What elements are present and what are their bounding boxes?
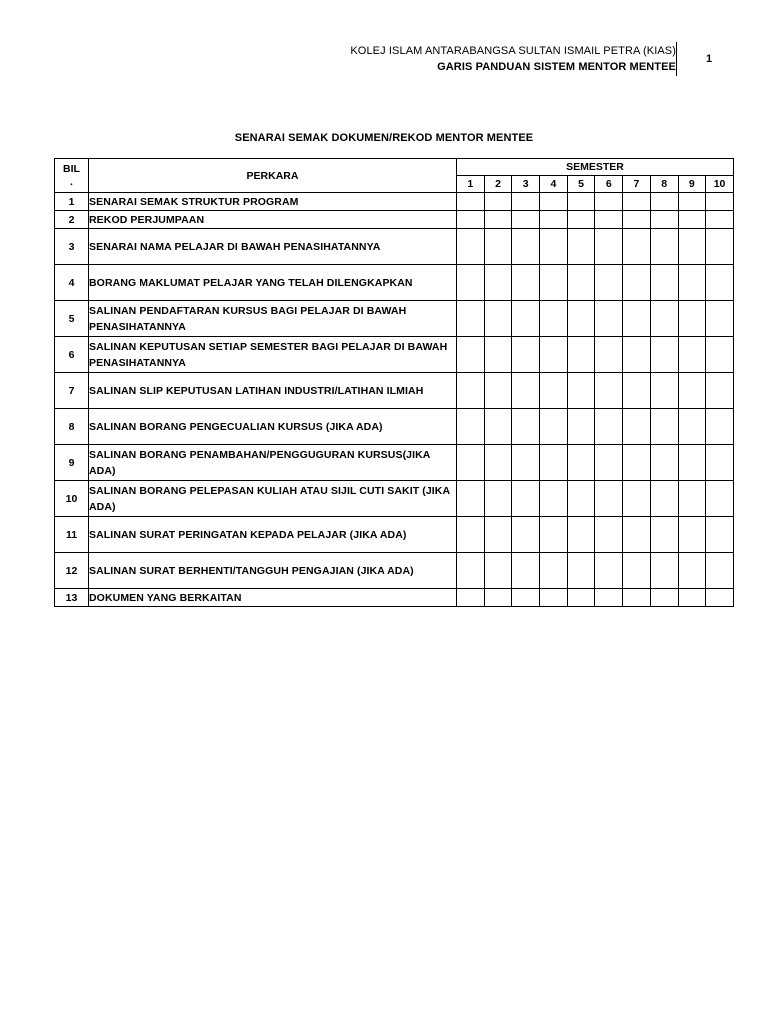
row-item: BORANG MAKLUMAT PELAJAR YANG TELAH DILENGKAPKAN (89, 265, 457, 301)
semester-check-cell-8[interactable] (650, 265, 678, 301)
semester-check-cell-1[interactable] (457, 301, 485, 337)
row-number: 10 (55, 481, 89, 517)
semester-check-cell-1[interactable] (457, 517, 485, 553)
bil-dot: . (70, 175, 73, 188)
semester-check-cell-10[interactable] (706, 301, 734, 337)
semester-check-cell-8[interactable] (650, 373, 678, 409)
table-row (55, 373, 734, 409)
semester-check-cell-9[interactable] (678, 337, 706, 373)
page-header (350, 43, 676, 75)
checklist-body (55, 193, 734, 607)
semester-check-cell-9[interactable] (678, 301, 706, 337)
semester-check-cell-5[interactable] (567, 373, 595, 409)
semester-check-cell-5[interactable] (567, 481, 595, 517)
row-number: 6 (55, 337, 89, 373)
semester-check-cell-2[interactable] (484, 265, 512, 301)
table-row (55, 211, 734, 229)
semester-check-cell-10[interactable] (706, 409, 734, 445)
semester-check-cell-3[interactable] (512, 517, 540, 553)
semester-check-cell-5[interactable] (567, 265, 595, 301)
table-row (55, 445, 734, 481)
semester-check-cell-8[interactable] (650, 337, 678, 373)
semester-check-cell-2[interactable] (484, 517, 512, 553)
institution-name: KOLEJ ISLAM ANTARABANGSA SULTAN ISMAIL PETRA (KIAS) (350, 45, 676, 57)
semester-check-cell-5[interactable] (567, 211, 595, 229)
semester-check-cell-4[interactable] (540, 517, 568, 553)
semester-check-cell-6[interactable] (595, 445, 623, 481)
semester-check-cell-10[interactable] (706, 337, 734, 373)
semester-check-cell-6[interactable] (595, 337, 623, 373)
bil-column-header (55, 159, 89, 193)
semester-check-cell-10[interactable] (706, 445, 734, 481)
semester-check-cell-8[interactable] (650, 301, 678, 337)
row-number: 12 (55, 553, 89, 589)
semester-check-cell-3[interactable] (512, 229, 540, 265)
semester-check-cell-9[interactable] (678, 553, 706, 589)
semester-check-cell-6[interactable] (595, 265, 623, 301)
semester-check-cell-5[interactable] (567, 589, 595, 607)
semester-check-cell-3[interactable] (512, 337, 540, 373)
semester-check-cell-7[interactable] (623, 553, 651, 589)
row-item: SALINAN BORANG PENAMBAHAN/PENGGUGURAN KURSUS(JIKA ADA) (89, 445, 457, 481)
semester-check-cell-4[interactable] (540, 229, 568, 265)
semester-check-cell-10[interactable] (706, 481, 734, 517)
semester-check-cell-7[interactable] (623, 517, 651, 553)
row-number: 1 (55, 193, 89, 211)
semester-check-cell-1[interactable] (457, 265, 485, 301)
semester-check-cell-9[interactable] (678, 229, 706, 265)
semester-check-cell-2[interactable] (484, 589, 512, 607)
checklist-table (54, 158, 734, 607)
guide-title: GARIS PANDUAN SISTEM MENTOR MENTEE (437, 61, 676, 73)
semester-check-cell-5[interactable] (567, 193, 595, 211)
page-number: 1 (706, 53, 713, 65)
semester-check-cell-4[interactable] (540, 589, 568, 607)
semester-check-cell-9[interactable] (678, 481, 706, 517)
semester-check-cell-3[interactable] (512, 373, 540, 409)
table-row (55, 553, 734, 589)
semester-check-cell-5[interactable] (567, 337, 595, 373)
semester-check-cell-2[interactable] (484, 337, 512, 373)
semester-check-cell-8[interactable] (650, 553, 678, 589)
semester-check-cell-7[interactable] (623, 337, 651, 373)
semester-check-cell-9[interactable] (678, 517, 706, 553)
semester-check-cell-9[interactable] (678, 445, 706, 481)
semester-check-cell-8[interactable] (650, 193, 678, 211)
semester-check-cell-5[interactable] (567, 445, 595, 481)
semester-check-cell-6[interactable] (595, 373, 623, 409)
semester-check-cell-1[interactable] (457, 373, 485, 409)
semester-check-cell-8[interactable] (650, 481, 678, 517)
semester-check-cell-1[interactable] (457, 553, 485, 589)
semester-number-3: 3 (512, 176, 540, 193)
semester-check-cell-5[interactable] (567, 409, 595, 445)
semester-check-cell-5[interactable] (567, 553, 595, 589)
semester-check-cell-6[interactable] (595, 193, 623, 211)
semester-number-9: 9 (678, 176, 706, 193)
semester-check-cell-8[interactable] (650, 229, 678, 265)
semester-check-cell-4[interactable] (540, 553, 568, 589)
semester-check-cell-3[interactable] (512, 193, 540, 211)
row-number: 3 (55, 229, 89, 265)
row-item: REKOD PERJUMPAAN (89, 211, 457, 229)
semester-check-cell-2[interactable] (484, 481, 512, 517)
row-item: SALINAN SLIP KEPUTUSAN LATIHAN INDUSTRI/LATIHAN ILMIAH (89, 373, 457, 409)
semester-check-cell-3[interactable] (512, 553, 540, 589)
semester-check-cell-10[interactable] (706, 517, 734, 553)
semester-check-cell-9[interactable] (678, 211, 706, 229)
semester-check-cell-7[interactable] (623, 301, 651, 337)
semester-check-cell-10[interactable] (706, 373, 734, 409)
table-row (55, 193, 734, 211)
semester-check-cell-4[interactable] (540, 373, 568, 409)
semester-check-cell-2[interactable] (484, 445, 512, 481)
semester-check-cell-7[interactable] (623, 229, 651, 265)
table-row (55, 589, 734, 607)
table-row (55, 409, 734, 445)
semester-check-cell-7[interactable] (623, 589, 651, 607)
semester-check-cell-6[interactable] (595, 301, 623, 337)
row-item: SALINAN BORANG PENGECUALIAN KURSUS (JIKA ADA) (89, 409, 457, 445)
semester-check-cell-3[interactable] (512, 589, 540, 607)
semester-check-cell-4[interactable] (540, 481, 568, 517)
semester-check-cell-1[interactable] (457, 409, 485, 445)
perkara-column-header: PERKARA (89, 159, 457, 193)
semester-check-cell-9[interactable] (678, 589, 706, 607)
semester-check-cell-3[interactable] (512, 301, 540, 337)
semester-check-cell-4[interactable] (540, 445, 568, 481)
semester-check-cell-6[interactable] (595, 589, 623, 607)
semester-check-cell-7[interactable] (623, 193, 651, 211)
row-item: SENARAI NAMA PELAJAR DI BAWAH PENASIHATANNYA (89, 229, 457, 265)
semester-check-cell-7[interactable] (623, 481, 651, 517)
semester-number-7: 7 (623, 176, 651, 193)
semester-check-cell-7[interactable] (623, 445, 651, 481)
table-row (55, 337, 734, 373)
header-divider (676, 42, 677, 76)
semester-column-header: SEMESTER (457, 159, 734, 176)
semester-check-cell-6[interactable] (595, 481, 623, 517)
row-item: SALINAN PENDAFTARAN KURSUS BAGI PELAJAR DI BAWAH PENASIHATANNYA (89, 301, 457, 337)
semester-check-cell-1[interactable] (457, 337, 485, 373)
row-number: 11 (55, 517, 89, 553)
semester-check-cell-8[interactable] (650, 445, 678, 481)
semester-check-cell-4[interactable] (540, 265, 568, 301)
semester-check-cell-10[interactable] (706, 211, 734, 229)
semester-check-cell-7[interactable] (623, 211, 651, 229)
semester-check-cell-3[interactable] (512, 409, 540, 445)
table-row (55, 265, 734, 301)
semester-check-cell-10[interactable] (706, 589, 734, 607)
semester-check-cell-6[interactable] (595, 409, 623, 445)
semester-check-cell-8[interactable] (650, 409, 678, 445)
semester-check-cell-9[interactable] (678, 265, 706, 301)
semester-check-cell-2[interactable] (484, 409, 512, 445)
row-item: SENARAI SEMAK STRUKTUR PROGRAM (89, 193, 457, 211)
row-number: 5 (55, 301, 89, 337)
semester-check-cell-1[interactable] (457, 211, 485, 229)
semester-check-cell-5[interactable] (567, 301, 595, 337)
semester-check-cell-2[interactable] (484, 301, 512, 337)
semester-check-cell-1[interactable] (457, 193, 485, 211)
semester-check-cell-6[interactable] (595, 517, 623, 553)
semester-check-cell-9[interactable] (678, 373, 706, 409)
semester-check-cell-2[interactable] (484, 211, 512, 229)
semester-check-cell-8[interactable] (650, 517, 678, 553)
semester-check-cell-6[interactable] (595, 211, 623, 229)
semester-check-cell-3[interactable] (512, 265, 540, 301)
semester-check-cell-3[interactable] (512, 481, 540, 517)
semester-check-cell-7[interactable] (623, 409, 651, 445)
semester-check-cell-1[interactable] (457, 229, 485, 265)
row-item: SALINAN BORANG PELEPASAN KULIAH ATAU SIJIL CUTI SAKIT (JIKA ADA) (89, 481, 457, 517)
semester-check-cell-6[interactable] (595, 553, 623, 589)
row-item: SALINAN KEPUTUSAN SETIAP SEMESTER BAGI PELAJAR DI BAWAH PENASIHATANNYA (89, 337, 457, 373)
semester-check-cell-4[interactable] (540, 301, 568, 337)
semester-check-cell-1[interactable] (457, 481, 485, 517)
semester-number-1: 1 (457, 176, 485, 193)
semester-check-cell-9[interactable] (678, 409, 706, 445)
semester-check-cell-4[interactable] (540, 211, 568, 229)
semester-number-8: 8 (650, 176, 678, 193)
semester-check-cell-10[interactable] (706, 229, 734, 265)
row-item: SALINAN SURAT PERINGATAN KEPADA PELAJAR (JIKA ADA) (89, 517, 457, 553)
row-number: 9 (55, 445, 89, 481)
document-title: SENARAI SEMAK DOKUMEN/REKOD MENTOR MENTEE (234, 132, 534, 144)
semester-check-cell-2[interactable] (484, 229, 512, 265)
semester-check-cell-4[interactable] (540, 409, 568, 445)
semester-check-cell-10[interactable] (706, 265, 734, 301)
semester-check-cell-7[interactable] (623, 373, 651, 409)
row-item: DOKUMEN YANG BERKAITAN (89, 589, 457, 607)
row-number: 2 (55, 211, 89, 229)
table-row (55, 517, 734, 553)
row-number: 7 (55, 373, 89, 409)
semester-check-cell-2[interactable] (484, 553, 512, 589)
semester-check-cell-4[interactable] (540, 193, 568, 211)
semester-check-cell-5[interactable] (567, 517, 595, 553)
semester-check-cell-6[interactable] (595, 229, 623, 265)
table-row (55, 229, 734, 265)
row-number: 8 (55, 409, 89, 445)
semester-check-cell-2[interactable] (484, 373, 512, 409)
semester-check-cell-8[interactable] (650, 211, 678, 229)
semester-check-cell-1[interactable] (457, 445, 485, 481)
semester-number-4: 4 (540, 176, 568, 193)
semester-check-cell-3[interactable] (512, 445, 540, 481)
semester-number-2: 2 (484, 176, 512, 193)
semester-check-cell-9[interactable] (678, 193, 706, 211)
table-row (55, 301, 734, 337)
semester-number-10: 10 (706, 176, 734, 193)
semester-check-cell-8[interactable] (650, 589, 678, 607)
semester-check-cell-3[interactable] (512, 211, 540, 229)
row-number: 13 (55, 589, 89, 607)
row-number: 4 (55, 265, 89, 301)
bil-label: BIL (63, 162, 80, 175)
semester-check-cell-2[interactable] (484, 193, 512, 211)
semester-check-cell-7[interactable] (623, 265, 651, 301)
semester-check-cell-4[interactable] (540, 337, 568, 373)
row-item: SALINAN SURAT BERHENTI/TANGGUH PENGAJIAN (JIKA ADA) (89, 553, 457, 589)
semester-number-5: 5 (567, 176, 595, 193)
semester-number-6: 6 (595, 176, 623, 193)
semester-check-cell-10[interactable] (706, 553, 734, 589)
table-row (55, 481, 734, 517)
semester-check-cell-5[interactable] (567, 229, 595, 265)
semester-check-cell-10[interactable] (706, 193, 734, 211)
semester-check-cell-1[interactable] (457, 589, 485, 607)
